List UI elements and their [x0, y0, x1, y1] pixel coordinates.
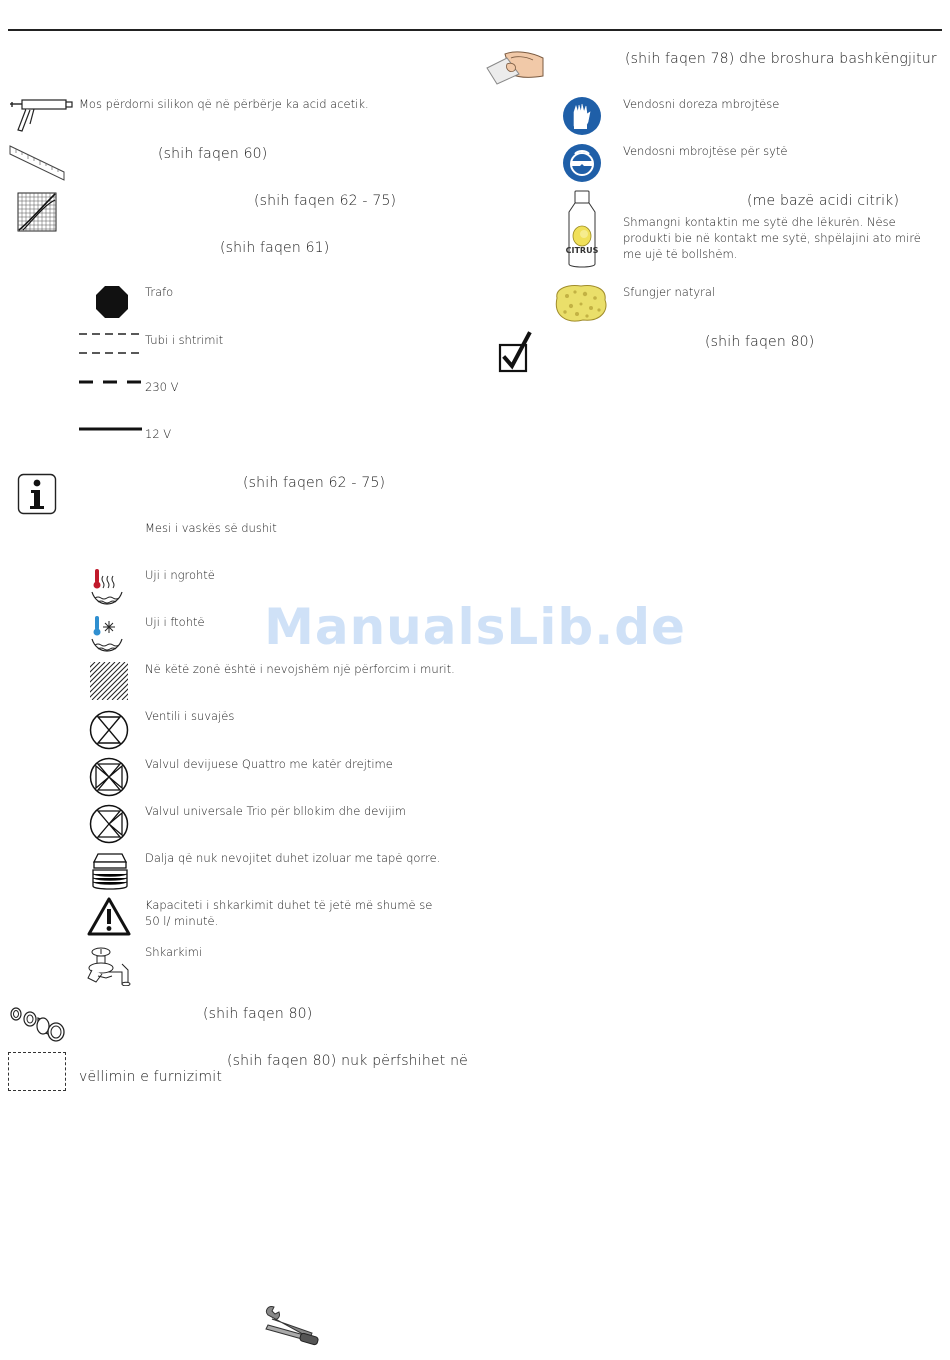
- sponge-text: Sfungjer natyral: [623, 285, 716, 299]
- gloves-text: Vendosni doreza mbrojtëse: [623, 97, 780, 111]
- small-parts-icon: [8, 1004, 68, 1044]
- natural-sponge-icon: [553, 282, 609, 324]
- tubi-dashed-line-icon: [79, 332, 143, 356]
- ref-page-78: (shih faqen 78) dhe broshura bashkëngjitur: [625, 51, 937, 67]
- symbol-kapaciteti: Kapaciteti i shkarkimit duhet të jetë më shumë se 50 l/ minutë.: [145, 898, 433, 928]
- symbol-ngrohte: Uji i ngrohtë: [145, 568, 215, 582]
- checkbox-checked-icon: [498, 331, 532, 373]
- symbol-mesi: Mesi i vaskës së dushit: [145, 521, 277, 535]
- ruler-icon: [8, 144, 66, 182]
- not-included-dashed-box: [8, 1052, 66, 1091]
- quattro-valve-icon: [89, 757, 129, 797]
- symbol-trio: Valvul universale Trio për bllokim dhe devijim: [145, 804, 406, 818]
- tools-wrench-screwdriver-icon: [262, 1305, 320, 1349]
- goggles-text: Vendosni mbrojtëse për sytë: [623, 144, 788, 158]
- citrus-cleaner-bottle-icon: [565, 190, 599, 270]
- symbol-ftohte: Uji i ftohtë: [145, 615, 205, 629]
- stop-valve-icon: [89, 710, 129, 750]
- eye-protection-icon: [562, 143, 602, 183]
- top-rule: [8, 29, 942, 31]
- symbol-perforcim: Në këtë zonë është i nevojshëm një përforcim i murit.: [145, 662, 455, 676]
- warning-triangle-icon: [87, 897, 131, 937]
- silicone-gun-icon: [8, 94, 74, 134]
- vellimin-text: vëllimin e furnizimit: [79, 1069, 223, 1085]
- ref-page-62-75-b: (shih faqen 62 - 75): [243, 475, 386, 491]
- legend-12v: 12 V: [145, 427, 172, 441]
- hand-cleaning-cloth-icon: [485, 48, 547, 86]
- 230v-dashed-line-icon: [79, 378, 143, 386]
- drain-icon: [86, 944, 132, 986]
- ref-page-80-b: (shih faqen 80) nuk përfshihet në: [227, 1053, 468, 1069]
- legend-230v: 230 V: [145, 380, 179, 394]
- symbol-shkarkimi: Shkarkimi: [145, 945, 203, 959]
- symbol-quattro: Valvul devijuese Quattro me katër drejtime: [145, 757, 393, 771]
- symbol-ventili: Ventili i suvajës: [145, 709, 235, 723]
- protective-gloves-icon: [562, 96, 602, 136]
- silicone-note: Mos përdorni silikon që në përbërje ka acid acetik.: [79, 97, 369, 111]
- citrus-bottle-label: CITRUS: [565, 246, 599, 255]
- legend-trafo: Trafo: [145, 285, 174, 299]
- info-icon: [17, 473, 57, 515]
- ref-page-80-a: (shih faqen 80): [203, 1006, 313, 1022]
- citric-warning-text: Shmangni kontaktin me sytë dhe lëkurën. Nëse produkti bie në kontakt me sytë, shpëlajini ato mirë me ujë të bollshëm.: [623, 215, 921, 261]
- wall-reinforcement-hatch-icon: [90, 662, 128, 700]
- 12v-solid-line-icon: [79, 425, 143, 433]
- symbol-dalja: Dalja që nuk nevojitet duhet izoluar me tapë qorre.: [145, 851, 441, 865]
- trio-valve-icon: [89, 804, 129, 844]
- watermark: ManualsLib.de: [264, 598, 686, 656]
- legend-tubi: Tubi i shtrimit: [145, 333, 224, 347]
- blind-plug-icon: [89, 850, 131, 892]
- trafo-octagon-icon: [95, 285, 129, 319]
- flow-diagram-icon: [17, 192, 57, 232]
- ref-page-60: (shih faqen 60): [158, 146, 268, 162]
- ref-page-80-right: (shih faqen 80): [705, 334, 815, 350]
- citric-acid-ref: (me bazë acidi citrik): [747, 193, 900, 209]
- ref-page-61: (shih faqen 61): [220, 240, 330, 256]
- ref-page-62-75-a: (shih faqen 62 - 75): [254, 193, 397, 209]
